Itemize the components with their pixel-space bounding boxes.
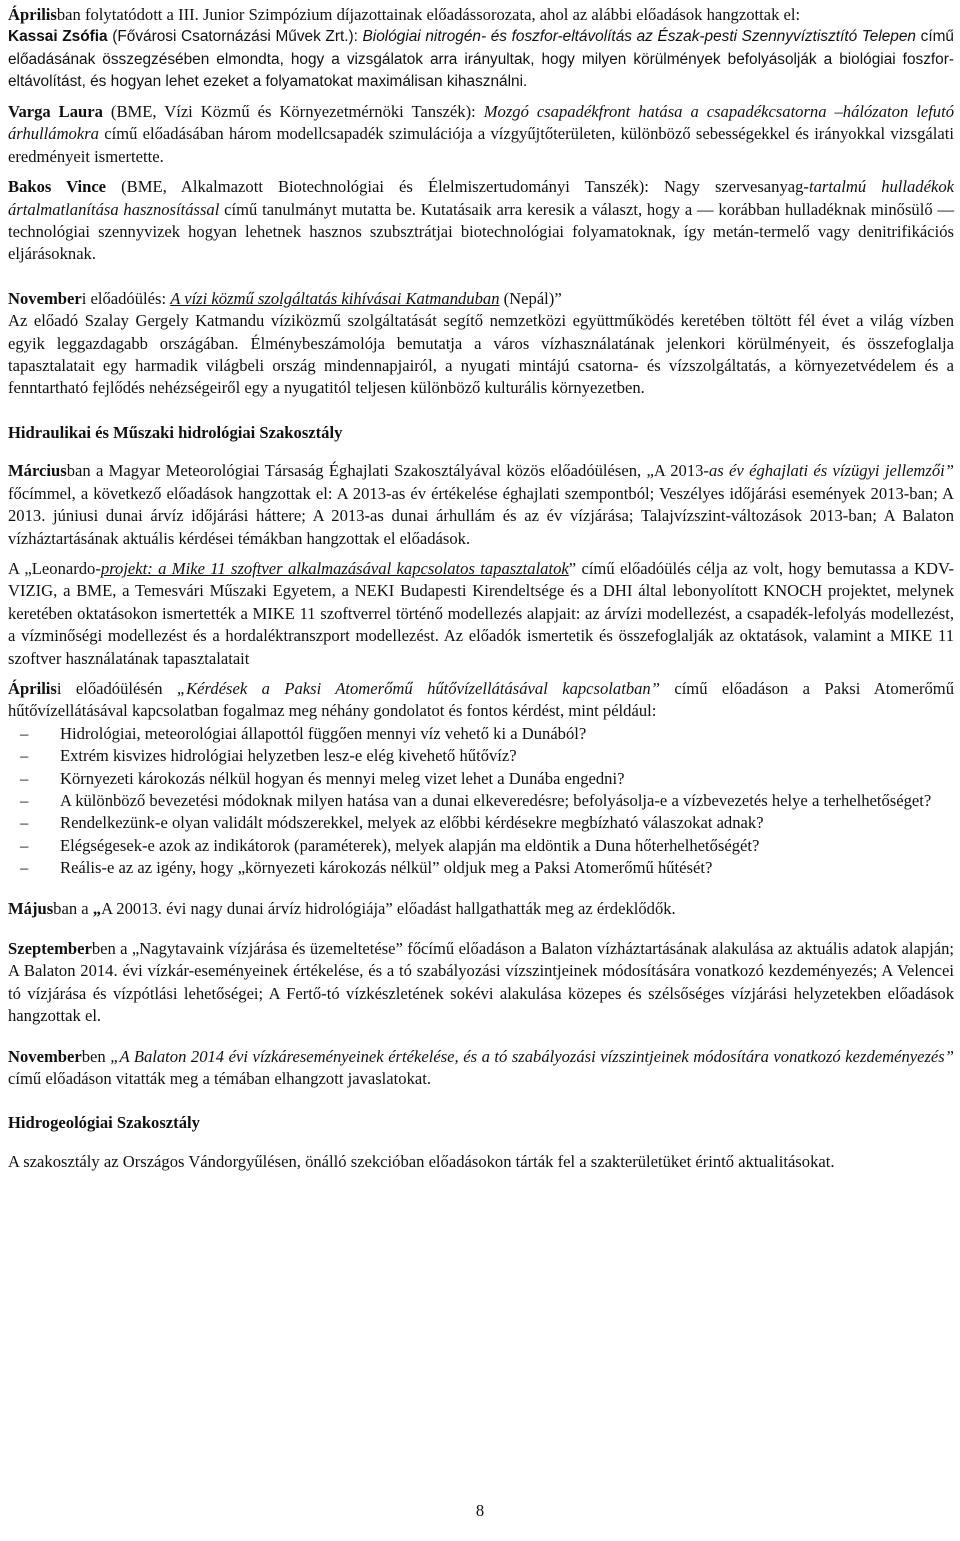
hidrogeologiai-text: A szakosztály az Országos Vándorgyűlésen, önálló szekcióban előadásokon tárták fel a szakterületüket érintő aktualitásokat. [8, 1151, 835, 1171]
speaker-org-varga: (BME, Vízi Közmű és Környezetmérnöki Tanszék): [102, 102, 484, 122]
leonardo-text-2: ” című előadóülés célja az volt, hogy bemutassa a KDV-VIZIG, a BME, a Temesvári Műszaki Egyetem, a NEKI Budapesti Kirendeltsége és a DHI által lebonyolított KNOCH projektet, melynek keretében oktatásokon ismertették a MIKE 11 szoftverrel történő modellezés alapjait: az árvízi modellezést, a csapadék-lefolyás modellezést, a vízminőségi modellezést és a hordaléktranszport modellezést. Az előadók ismertetik és összefoglalják az oktatások, valamint a MIKE 11 szoftver használatának tapasztalatait [8, 558, 954, 668]
november-balaton-italic-title: „A Balaton 2014 évi vízkáreseményeinek értékelése, és a tó szabályozási vízszintjeinek módosítára vonatkozó kezdeményezés” [110, 1046, 954, 1066]
speaker-name-varga: Varga Laura [8, 102, 103, 122]
paragraph-katmandu [8, 310, 954, 400]
list-item [8, 768, 954, 790]
talk-title-bakos-italic: tartalmú hulladékok ártalmatlanítása hasznosítással [8, 177, 954, 219]
september-text: ben a „Nagytavaink vízjárása és üzemeltetése” főcímű előadáson a Balaton vízháztartásának alakulása az aktuális adatok alapján; A Balaton 2014. évi vízkár-eseményeinek értékelése, és a tó szabályozási vízszintjeinek módosítására vonatkozó kezdeményezés; A Velencei tó vízjárása és vízpótlási lehetőségei; A Fertő-tó vízkészletének sokévi alakulása közepes és szélsőséges vízjárási helyzetekben előadások hangzottak el. [8, 939, 954, 1026]
november-lead-rest: i előadóülés: [81, 288, 171, 308]
november-lead: November [8, 288, 82, 308]
page-number: 8 [475, 1501, 485, 1520]
talk-summary-bakos: című tanulmányt mutatta be. Kutatásaik arra keresik a választ, hogy a — korábban hulladéknak minősülő — technológiai szennyvizek hogyan lehetnek hasznos szubsztrátjai biotechnológiai folyamatoknak, így metán-termelő vagy denitrifikációs eljárásoknak. [8, 199, 955, 264]
march-italic-title: as év éghajlati és vízügyi jellemzői” [708, 461, 955, 481]
list-item [8, 812, 954, 834]
dash-bullet: – [20, 723, 29, 743]
list-item [8, 745, 954, 767]
april-paks-lead: Április [8, 678, 57, 698]
may-text-1: ban a [53, 898, 93, 918]
november-balaton-text-2: című előadáson vitatták meg a témában elhangzott javaslatokat. [8, 1069, 431, 1089]
march-text-1: ban a Magyar Meteorológiai Társaság Éghajlati Szakosztályával közös előadóülésen, „A 2013- [66, 461, 709, 481]
list-item-text: Reális-e az az igény, hogy „környezeti károkozás nélkül” oldjuk meg a Paksi Atomerőmű hűtését? [60, 858, 713, 878]
speaker-name-bakos: Bakos Vince [8, 177, 107, 197]
dash-bullet: – [20, 835, 29, 855]
may-bold-quote: „ [92, 898, 102, 918]
list-item [8, 835, 954, 857]
november-balaton-lead: November [8, 1046, 82, 1066]
talk-summary-kassai: című előadásának összegzésében elmondta, hogy a vizsgálatok arra irányultak, hogy milyen körülmények befolyásolják a biológiai foszfor-eltávolítást, és hogyan lehet ezeket a folyamatokat maximálisan kihasználni. [8, 28, 954, 90]
dash-bullet: – [20, 768, 29, 788]
paragraph-hidrogeologiai [8, 1151, 954, 1173]
dash-bullet: – [20, 746, 29, 766]
april-paks-text-1: i előadóülésén [56, 678, 177, 698]
speaker-org-bakos: (BME, Alkalmazott Biotechnológiai és Élelmiszertudományi Tanszék): [106, 177, 664, 197]
list-item [8, 790, 954, 812]
section-heading-hidrogeologiai: Hidrogeológiai Szakosztály [8, 1113, 200, 1133]
april-intro-text: ban folytatódott a III. Junior Szimpózium díjazottainak előadássorozata, ahol az alábbi előadások hangzottak el: [56, 5, 801, 24]
talk-title-bakos-start: Nagy szervesanyag- [663, 177, 809, 197]
speaker-org-kassai: (Fővárosi Csatornázási Művek Zrt.): [107, 28, 363, 46]
paragraph-leonardo [8, 558, 954, 670]
question-list [8, 723, 954, 880]
katmandu-text: Az előadó Szalay Gergely Katmandu víziközmű szolgáltatását segítő nemzetközi együttműködés keretében töltött fél évet a világ vízben egyik leggazdagabb országában. Élménybeszámolója bemutatja a város vízhasználatának jelenkori körülményeit, és összefoglalja tapasztalatait egy harmadik világbeli ország mindennapjairól, a nyugati mintájú csatorna- és vízszolgáltatás, a környezetvédelem és a fenntartható fejlődés nehézségeiről egy a nyugatitól teljesen különböző kulturális környezetben. [8, 311, 954, 398]
talk-summary-varga: című előadásában három modellcsapadék szimulációja a vízgyűjtőterületen, különböző sebességekkel és irányokkal vizsgálati eredményeit ismertette. [8, 124, 954, 166]
paragraph-april-intro [8, 4, 954, 26]
april-paks-text-2: című előadáson a Paksi Atomerőmű hűtővízellátásával kapcsolatban fogalmaz meg néhány gondolatot és fontos kérdést, mint például: [8, 678, 954, 721]
list-item-text: Elégségesek-e azok az indikátorok (paraméterek), melyek alapján ma eldöntik a Duna hőterhelhetőségét? [60, 835, 760, 855]
november-title-tail: (Nepál)” [499, 288, 562, 308]
may-lead: Május [8, 898, 54, 918]
paragraph-kassai [8, 26, 954, 93]
november-talk-title: A vízi közmű szolgáltatás kihívásai Katmanduban [170, 288, 500, 308]
paragraph-march [8, 460, 954, 550]
talk-title-varga: Mozgó csapadékfront hatása a csapadékcsatorna –hálózaton lefutó árhullámokra [8, 102, 955, 144]
document-body [8, 4, 954, 1173]
dash-bullet: – [20, 813, 29, 833]
paragraph-november-session [8, 288, 954, 310]
march-lead: Március [8, 461, 67, 481]
talk-title-kassai: Biológiai nitrogén- és foszfor-eltávolítás az Észak-pesti Szennyvíztisztító Telepen [362, 28, 916, 46]
april-lead: Április [8, 5, 57, 24]
march-text-2: főcímmel, a következő előadások hangzottak el: A 2013-as év értékelése éghajlati szempontból; Veszélyes időjárási események 2013-ban; A 2013. júniusi dunai árvíz időjárási háttere; A 2013-as dunai árhullám és az év vízjárása; Talajvízszint-változások 2013-ban; A Balaton vízháztartásának aktuális kérdései témákban hangzottak el előadások. [8, 483, 954, 548]
speaker-name-kassai: Kassai Zsófia [8, 28, 108, 46]
list-item-text: Hidrológiai, meteorológiai állapottól függően mennyi víz vehető ki a Dunából? [60, 723, 587, 743]
april-paks-italic-title: „Kérdések a Paksi Atomerőmű hűtővízellátásával kapcsolatban” [176, 678, 660, 698]
paragraph-bakos [8, 176, 954, 266]
leonardo-text-1: A „Leonardo- [8, 558, 101, 578]
list-item-text: Extrém kisvizes hidrológiai helyzetben lesz-e elég kivehető hűtővíz? [60, 746, 517, 766]
paragraph-november-balaton [8, 1046, 954, 1091]
november-balaton-text-1: ben [81, 1046, 111, 1066]
paragraph-may [8, 898, 954, 920]
paragraph-april-paks [8, 678, 954, 723]
list-item-text: Rendelkezünk-e olyan validált módszerekkel, melyek az előbbi kérdésekre megbízható válaszokat adnak? [60, 813, 764, 833]
dash-bullet: – [20, 790, 29, 810]
dash-bullet: – [20, 858, 29, 878]
section-heading-hidraulikai: Hidraulikai és Műszaki hidrológiai Szakosztály [8, 422, 343, 442]
list-item [8, 857, 954, 879]
september-lead: Szeptember [8, 939, 92, 959]
paragraph-varga [8, 101, 954, 168]
list-item-text: A különböző bevezetési módoknak milyen hatása van a dunai elkeveredésre; befolyásolja-e a vízbevezetés helye a terhelhetőséget? [60, 790, 932, 810]
leonardo-italic-title: projekt: a Mike 11 szoftver alkalmazásával kapcsolatos tapasztalatok [100, 558, 569, 578]
list-item-text: Környezeti károkozás nélkül hogyan és mennyi meleg vizet lehet a Dunába engedni? [60, 768, 625, 788]
paragraph-september [8, 938, 954, 1028]
list-item [8, 723, 954, 745]
may-text-2: A 20013. évi nagy dunai árvíz hidrológiája” előadást hallgathatták meg az érdeklődők. [101, 898, 676, 918]
